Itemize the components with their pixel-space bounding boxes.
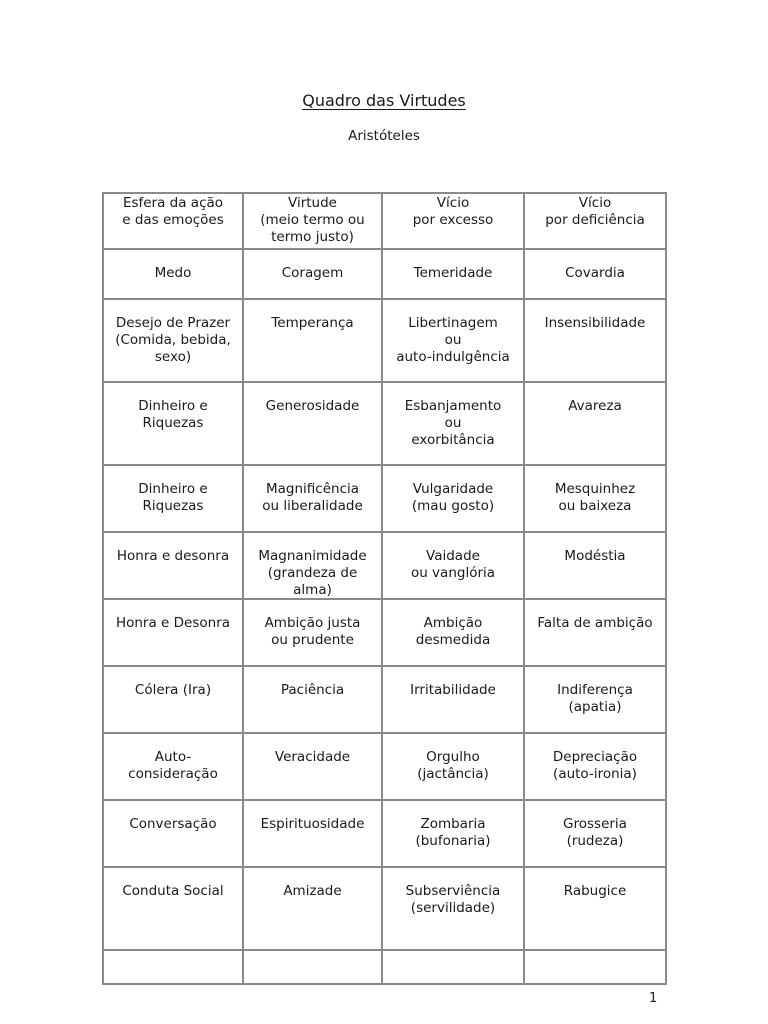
cell-excess: Libertinagem ou auto-indulgência — [382, 299, 524, 382]
cell-virtue: Paciência — [243, 666, 382, 733]
table-row — [103, 867, 666, 950]
cell-sphere: Dinheiro e Riquezas — [103, 382, 243, 465]
cell-sphere: Honra e desonra — [103, 532, 243, 599]
cell-sphere: Desejo de Prazer (Comida, bebida, sexo) — [103, 299, 243, 382]
table-row — [103, 299, 666, 382]
page-number: 1 — [649, 991, 658, 1006]
header-cell-deficiency: Vício por deficiência — [524, 193, 666, 249]
document-title: Quadro das Virtudes — [302, 91, 466, 110]
cell-excess: Temeridade — [382, 249, 524, 299]
table-row — [103, 465, 666, 532]
header-cell-excess: Vício por excesso — [382, 193, 524, 249]
table-header-row — [103, 193, 666, 249]
cell-sphere — [103, 950, 243, 984]
cell-virtue: Magnanimidade (grandeza de alma) — [243, 532, 382, 599]
cell-virtue: Generosidade — [243, 382, 382, 465]
cell-excess: Ambição desmedida — [382, 599, 524, 666]
cell-deficiency: Modéstia — [524, 532, 666, 599]
cell-sphere: Medo — [103, 249, 243, 299]
table-row — [103, 800, 666, 867]
cell-sphere: Conversação — [103, 800, 243, 867]
header-cell-sphere: Esfera da ação e das emoções — [103, 193, 243, 249]
cell-excess: Subserviência (servilidade) — [382, 867, 524, 950]
cell-virtue: Magnificência ou liberalidade — [243, 465, 382, 532]
table-row — [103, 249, 666, 299]
cell-deficiency: Covardia — [524, 249, 666, 299]
cell-sphere: Dinheiro e Riquezas — [103, 465, 243, 532]
cell-virtue: Espirituosidade — [243, 800, 382, 867]
cell-excess: Orgulho (jactância) — [382, 733, 524, 800]
table-row — [103, 950, 666, 984]
header-cell-virtue: Virtude (meio termo ou termo justo) — [243, 193, 382, 249]
table-row — [103, 382, 666, 465]
cell-deficiency: Rabugice — [524, 867, 666, 950]
cell-excess: Esbanjamento ou exorbitância — [382, 382, 524, 465]
cell-deficiency: Avareza — [524, 382, 666, 465]
cell-excess — [382, 950, 524, 984]
virtues-table — [102, 192, 667, 985]
cell-virtue: Coragem — [243, 249, 382, 299]
cell-virtue — [243, 950, 382, 984]
cell-sphere: Honra e Desonra — [103, 599, 243, 666]
table-row — [103, 733, 666, 800]
cell-deficiency: Falta de ambição — [524, 599, 666, 666]
table-row — [103, 599, 666, 666]
cell-virtue: Amizade — [243, 867, 382, 950]
document-author: Aristóteles — [348, 128, 420, 144]
table-row — [103, 532, 666, 599]
cell-virtue: Ambição justa ou prudente — [243, 599, 382, 666]
table-row — [103, 666, 666, 733]
cell-sphere: Auto- consideração — [103, 733, 243, 800]
cell-excess: Zombaria (bufonaria) — [382, 800, 524, 867]
cell-virtue: Veracidade — [243, 733, 382, 800]
cell-virtue: Temperança — [243, 299, 382, 382]
cell-sphere: Cólera (Ira) — [103, 666, 243, 733]
cell-excess: Vaidade ou vanglória — [382, 532, 524, 599]
cell-deficiency: Insensibilidade — [524, 299, 666, 382]
cell-sphere: Conduta Social — [103, 867, 243, 950]
cell-deficiency: Mesquinhez ou baixeza — [524, 465, 666, 532]
cell-deficiency: Depreciação (auto-ironia) — [524, 733, 666, 800]
cell-excess: Irritabilidade — [382, 666, 524, 733]
cell-deficiency: Grosseria (rudeza) — [524, 800, 666, 867]
cell-deficiency: Indiferença (apatia) — [524, 666, 666, 733]
cell-deficiency — [524, 950, 666, 984]
cell-excess: Vulgaridade (mau gosto) — [382, 465, 524, 532]
